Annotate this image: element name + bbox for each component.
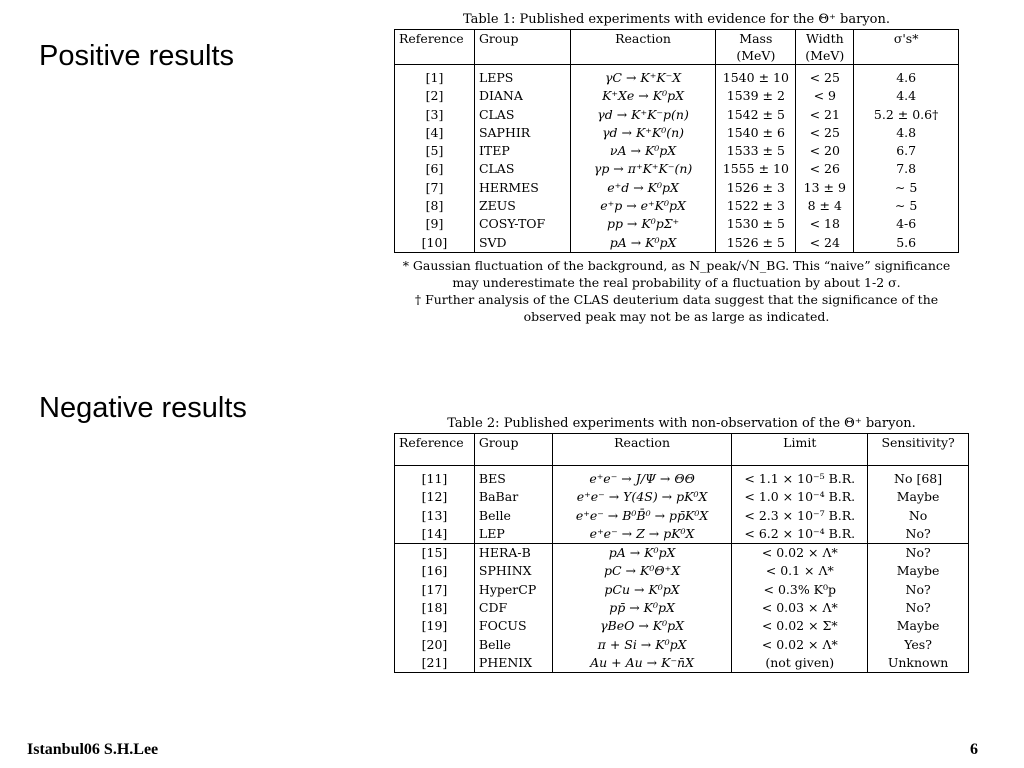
table1-caption: Table 1: Published experiments with evidence for the Θ⁺ baryon. — [462, 12, 890, 27]
table-cell: 4.8 — [854, 124, 959, 142]
t1-note2-line2: observed peak may not be as large as indicated. — [523, 308, 830, 324]
table1-body — [395, 65, 959, 253]
table-cell: 1526 ± 5 — [716, 234, 796, 253]
table-row — [395, 636, 969, 654]
table-cell: e⁺e⁻ → B⁰B̄⁰ → pp̄K⁰X — [552, 507, 732, 525]
table-cell: < 0.02 × Λ* — [732, 636, 868, 654]
table-row — [395, 599, 969, 617]
table-cell: [5] — [395, 142, 475, 160]
table-cell: ITEP — [474, 142, 570, 160]
table-cell: γd → K⁺K⁰(n) — [570, 124, 716, 142]
table-cell: < 1.0 × 10⁻⁴ B.R. — [732, 488, 868, 506]
table-cell: [16] — [395, 562, 475, 580]
table-row — [395, 562, 969, 580]
table-cell: < 25 — [796, 124, 854, 142]
table-cell: 1522 ± 3 — [716, 197, 796, 215]
table-cell: 1540 ± 6 — [716, 124, 796, 142]
table-cell: DIANA — [474, 87, 570, 105]
positive-results-heading: Positive results — [39, 40, 235, 72]
table-cell: e⁺e⁻ → Z → pK⁰X — [552, 525, 732, 544]
table-cell: [1] — [395, 65, 475, 88]
table1-block — [394, 12, 959, 326]
table-cell: HERA-B — [474, 544, 552, 563]
table-cell: 7.8 — [854, 160, 959, 178]
table-cell: < 9 — [796, 87, 854, 105]
table-cell: [11] — [395, 466, 475, 489]
table-cell: 1526 ± 3 — [716, 179, 796, 197]
table-cell: < 20 — [796, 142, 854, 160]
table2-body — [395, 466, 969, 673]
table-cell: γp → π⁺K⁺K⁻(n) — [570, 160, 716, 178]
table1 — [394, 29, 959, 253]
table-cell: π + Si → K⁰pX — [552, 636, 732, 654]
table-row — [395, 160, 959, 178]
table-cell: [9] — [395, 215, 475, 233]
table-cell: 1530 ± 5 — [716, 215, 796, 233]
table-cell: < 24 — [796, 234, 854, 253]
table-cell: ∼ 5 — [854, 197, 959, 215]
table-cell: γC → K⁺K⁻X — [570, 65, 716, 88]
table-row — [395, 525, 969, 544]
table-cell: 5.6 — [854, 234, 959, 253]
t1-note1-line2: may underestimate the real probability of a fluctuation by about 1-2 σ. — [452, 274, 901, 290]
table-cell: FOCUS — [474, 617, 552, 635]
table-cell: < 18 — [796, 215, 854, 233]
table-cell: [8] — [395, 197, 475, 215]
t2-header-limit: Limit — [732, 434, 868, 466]
table-row — [395, 106, 959, 124]
table-cell: [12] — [395, 488, 475, 506]
table-cell: No [68] — [868, 466, 969, 489]
table-cell: [13] — [395, 507, 475, 525]
t1-unit-width: (MeV) — [796, 47, 854, 65]
table-cell: < 2.3 × 10⁻⁷ B.R. — [732, 507, 868, 525]
table-cell: < 26 — [796, 160, 854, 178]
table-cell: [17] — [395, 581, 475, 599]
table-cell: Unknown — [868, 654, 969, 673]
table-cell: Maybe — [868, 488, 969, 506]
t1-note2-line1: † Further analysis of the CLAS deuterium data suggest that the significance of the — [414, 291, 939, 307]
table-row — [395, 581, 969, 599]
table2-block — [394, 416, 969, 673]
table-cell: 1533 ± 5 — [716, 142, 796, 160]
t1-unit-mass: (MeV) — [716, 47, 796, 65]
t1-header-sigma: σ's* — [854, 30, 959, 48]
table-cell: [6] — [395, 160, 475, 178]
table-cell: 5.2 ± 0.6† — [854, 106, 959, 124]
table-row — [395, 179, 959, 197]
table-cell: 4.4 — [854, 87, 959, 105]
table-cell: 8 ± 4 — [796, 197, 854, 215]
t1-note1-line1: * Gaussian fluctuation of the background, as N_peak/√N_BG. This “naive” significance — [402, 257, 951, 273]
table-cell: No? — [868, 581, 969, 599]
table-row — [395, 507, 969, 525]
t2-header-reaction: Reaction — [552, 434, 732, 466]
table-cell: pCu → K⁰pX — [552, 581, 732, 599]
table-cell: e⁺e⁻ → Υ(4S) → pK⁰X — [552, 488, 732, 506]
table-row — [395, 234, 959, 253]
table2-caption: Table 2: Published experiments with non-observation of the Θ⁺ baryon. — [447, 416, 916, 431]
t2-header-reference: Reference — [395, 434, 475, 466]
table-cell: < 6.2 × 10⁻⁴ B.R. — [732, 525, 868, 544]
table-cell: < 0.03 × Λ* — [732, 599, 868, 617]
t1-header-reaction: Reaction — [570, 30, 716, 48]
table-cell: 4.6 — [854, 65, 959, 88]
table-cell: CLAS — [474, 160, 570, 178]
table1-notes — [394, 256, 959, 326]
table-cell: 4-6 — [854, 215, 959, 233]
table-cell: γBeO → K⁰pX — [552, 617, 732, 635]
t1-header-mass: Mass — [716, 30, 796, 48]
table-cell: 1542 ± 5 — [716, 106, 796, 124]
table-cell: 6.7 — [854, 142, 959, 160]
table-cell: pA → K⁰pX — [552, 544, 732, 563]
table-cell: Maybe — [868, 562, 969, 580]
t1-header-group: Group — [474, 30, 570, 48]
table-row — [395, 142, 959, 160]
table-cell: e⁺d → K⁰pX — [570, 179, 716, 197]
table-cell: No? — [868, 525, 969, 544]
table-cell: < 0.3% K⁰p — [732, 581, 868, 599]
table-cell: HERMES — [474, 179, 570, 197]
page-number: 6 — [970, 741, 978, 758]
table-row — [395, 87, 959, 105]
table-cell: < 0.02 × Λ* — [732, 544, 868, 563]
footer-author: Istanbul06 S.H.Lee — [27, 741, 159, 758]
table-cell: BES — [474, 466, 552, 489]
table-cell: HyperCP — [474, 581, 552, 599]
table-row — [395, 65, 959, 88]
table-cell: SVD — [474, 234, 570, 253]
table-cell: Belle — [474, 636, 552, 654]
table-cell: γd → K⁺K⁻p(n) — [570, 106, 716, 124]
t1-unit-0 — [395, 47, 475, 65]
table-cell: ZEUS — [474, 197, 570, 215]
t1-unit-2 — [570, 47, 716, 65]
table-cell: [19] — [395, 617, 475, 635]
table-cell: LEPS — [474, 65, 570, 88]
table-row — [395, 124, 959, 142]
table-cell: 1539 ± 2 — [716, 87, 796, 105]
table-cell: < 1.1 × 10⁻⁵ B.R. — [732, 466, 868, 489]
table-cell: [4] — [395, 124, 475, 142]
t1-header-width: Width — [796, 30, 854, 48]
table-cell: e⁺p → e⁺K⁰pX — [570, 197, 716, 215]
table-cell: [10] — [395, 234, 475, 253]
table-cell: [21] — [395, 654, 475, 673]
table-cell: [18] — [395, 599, 475, 617]
table-cell: (not given) — [732, 654, 868, 673]
t1-unit-5 — [854, 47, 959, 65]
table-cell: 1540 ± 10 — [716, 65, 796, 88]
table-cell: pp → K⁰pΣ⁺ — [570, 215, 716, 233]
table-cell: pC → K⁰Θ⁺X — [552, 562, 732, 580]
table-row — [395, 544, 969, 563]
table-cell: 1555 ± 10 — [716, 160, 796, 178]
table-cell: Maybe — [868, 617, 969, 635]
t2-header-sensitivity: Sensitivity? — [868, 434, 969, 466]
table-row — [395, 654, 969, 673]
table-cell: pA → K⁰pX — [570, 234, 716, 253]
table-cell: BaBar — [474, 488, 552, 506]
table-cell: [2] — [395, 87, 475, 105]
table-cell: No? — [868, 544, 969, 563]
table-cell: COSY-TOF — [474, 215, 570, 233]
table-cell: νA → K⁰pX — [570, 142, 716, 160]
table-cell: Yes? — [868, 636, 969, 654]
table-row — [395, 197, 959, 215]
t1-header-reference: Reference — [395, 30, 475, 48]
table-cell: < 0.1 × Λ* — [732, 562, 868, 580]
table-cell: Au + Au → K⁻n̄X — [552, 654, 732, 673]
table-cell: pp̄ → K⁰pX — [552, 599, 732, 617]
table-cell: No — [868, 507, 969, 525]
table-cell: e⁺e⁻ → J/Ψ → ΘΘ — [552, 466, 732, 489]
table-row — [395, 488, 969, 506]
t1-unit-1 — [474, 47, 570, 65]
table-cell: < 0.02 × Σ* — [732, 617, 868, 635]
table-row — [395, 215, 959, 233]
table-cell: CDF — [474, 599, 552, 617]
table-cell: SAPHIR — [474, 124, 570, 142]
table-cell: [15] — [395, 544, 475, 563]
table-cell: [14] — [395, 525, 475, 544]
table-cell: [7] — [395, 179, 475, 197]
table-cell: ∼ 5 — [854, 179, 959, 197]
table-cell: PHENIX — [474, 654, 552, 673]
table-cell: CLAS — [474, 106, 570, 124]
table-cell: SPHINX — [474, 562, 552, 580]
table2 — [394, 433, 969, 673]
table-cell: [20] — [395, 636, 475, 654]
table-cell: K⁺Xe → K⁰pX — [570, 87, 716, 105]
table-cell: Belle — [474, 507, 552, 525]
t2-header-group: Group — [474, 434, 552, 466]
table-cell: LEP — [474, 525, 552, 544]
negative-results-heading: Negative results — [39, 392, 247, 424]
table-cell: < 21 — [796, 106, 854, 124]
table-cell: < 25 — [796, 65, 854, 88]
table-cell: 13 ± 9 — [796, 179, 854, 197]
table-cell: [3] — [395, 106, 475, 124]
table-row — [395, 466, 969, 489]
table-cell: No? — [868, 599, 969, 617]
table-row — [395, 617, 969, 635]
